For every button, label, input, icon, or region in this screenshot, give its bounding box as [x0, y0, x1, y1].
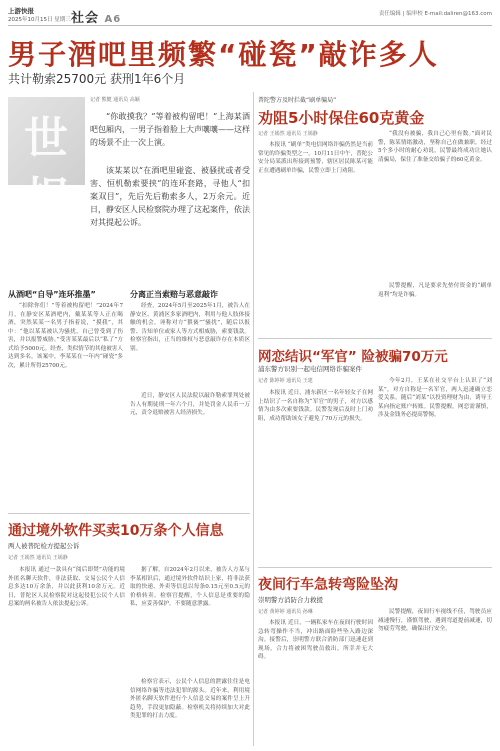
sub2-title: 分离正当索赔与恶意敲诈	[130, 290, 218, 299]
military-text1: 本报讯 近日，浦东新区一名年轻女子在网上结识了一名自称为“军官”的男子，对方以感情为由多次索要钱款。民警发现后及时上门劝阻，成功帮助该女子避免了70万元的损失。	[258, 390, 373, 422]
main-subheadline: 共计勒索25700元 获刑1年6个月	[8, 72, 186, 86]
app-article-subtitle: 两人被普陀检方提起公诉	[8, 542, 80, 550]
sub1-text: “扣除你们！”等着被构留吧！”2024年7月，在静安区某酒吧内，戴某某等人正在喝酒，突然某某一名男子指着说，“摸我”，其中：“他以某某被认为骚扰，自己曾受到了伤害，并以报警威胁。”受害某某最后以“私了”方式给予5000元。经查，类似情节的其他被害人达到多名。该案中，李某某在一年内“碰瓷”多次，累计所得25700元。	[8, 303, 123, 369]
main-byline: 记者 熊健 通讯员 高颖	[90, 97, 140, 103]
reward-text1: 本报讯 “刷单”类电信网络诈骗仍然是当前常见的诈骗类型之一。10月11日中午，普陀公安分局某派出所接到预警，辖区居民陈某可能正在遭遇刷单诈骗，民警立即上门劝阻。	[258, 142, 373, 174]
military-subtitle: 浦东警方识别一起电信网络诈骗案件	[258, 365, 362, 373]
app-article-title: 通过境外软件买卖10万条个人信息	[8, 523, 224, 539]
paper-name: 上游快报	[8, 7, 34, 15]
military-byline: 记者 陈婷婷 通讯员 王建	[258, 378, 313, 384]
night-subtitle: 崇明警方消防合力救援	[258, 596, 323, 604]
reward-kicker: 普陀警方及时拦截“刷单骗局”	[258, 97, 337, 104]
column-divider	[253, 92, 254, 746]
main-headline: 男子酒吧里频繁“碰瓷”敲诈多人	[8, 38, 439, 71]
sub1-title: 从酒吧“自导”连环推墨”	[8, 290, 96, 299]
divider	[258, 338, 492, 339]
section-name: 社会	[71, 11, 100, 26]
issue-date: 2025年10月15日 星期三	[8, 17, 71, 23]
reward-byline: 记者 王嫣然 通讯员 王嫣静	[258, 131, 318, 137]
app-article-text1: 本报讯 通过一款具有“阅后即焚”功能的境外匿名聊天软件，非法获取、交易公民个人信息多达10万余条，并以此获利10余万元。近日，普陀区人民检察院对这起侵犯公民个人信息案的两名被告人依法提起公诉。	[8, 567, 125, 607]
page-header	[8, 6, 492, 26]
reward-text2: “我没有被骗，我自己心里有数。”面对民警，陈某情绪激动，坚称自己在做兼职。经过5个多小时的耐心劝说，民警最终成功让她认清骗局，保住了准备交给骗子的60克黄金。	[378, 131, 492, 163]
app-article-byline: 记者 王嫣然 通讯员 王嫣静	[8, 555, 68, 561]
illustration-image: 世 相	[8, 97, 85, 185]
sub2-text: 经查，2024年5月至2025年1月，被告人在静安区、黄浦区多家酒吧内，利用与他人肢体接触的机会，诬称对方“猥亵”“骚扰”，随后以报警、告知单位或家人等方式相威胁，索要钱款。检察官指出，正当的维权与恶意敲诈存在本质区别。	[130, 303, 250, 352]
app-article-text2: 据了解，自2024年2月以来，被告人方某与李某相识后，通过境外软件结识上家，将非法获取的快递、外卖等信息以每条0.15元至0.5元的价格转卖。检察官提醒，个人信息是重要的隐私，应妥善保护，不要随意泄露。	[130, 567, 250, 607]
app-article-text3: 检察官表示，公民个人信息的泄露往往是电信网络诈骗等违法犯罪的源头。近年来，利用境外匿名聊天软件进行个人信息交易的案件呈上升趋势，手段更加隐蔽。检察机关将持续加大对此类犯罪的打击力度。	[130, 679, 250, 719]
main-quote-para2: 该某某以“在酒吧里碰瓷、被骚扰或者受害、恒机勒索要挟”的连环套路，寻他人“扣案双目”，先后先后勒索多人，2万余元。近日，静安区人民检察院办理了这起案件，依法对其提起公诉。	[90, 166, 250, 227]
main-quote-para1: “你敢摸我？”等着被构留吧！”上海某酒吧包厢内，一男子指着脸上大声嚷嚷——这样的场景不止一次上演。	[90, 112, 250, 147]
divider	[258, 567, 492, 568]
night-text1: 本报讯 近日，一辆私家车在夜间行驶时因急转弯操作不当，冲出路面险些坠入路边深沟。接警后，崇明警方联合消防部门迅速赶到现场，合力将被困驾驶员救出，所幸并无大碍。	[258, 620, 373, 660]
header-right-info: 责任编辑 | 编审校 E-mail:daliren@163.com	[378, 11, 492, 17]
section-title	[71, 7, 121, 26]
night-byline: 记者 黄婷婷 通讯员 孙琳	[258, 609, 313, 615]
military-title: 网恋结识“军官” 险被骗70万元	[258, 349, 448, 365]
military-text2: 今年2月，王某在社交平台上认识了“刘某”，对方自称是一名军官，两人迅速确立恋爱关系。随后“刘某”以投资理财为由，诱导王某向指定账户转账。民警提醒，网恋需谨慎，涉及金钱务必提高警惕。	[378, 378, 492, 418]
page-number: A6	[104, 14, 122, 25]
sub2-text2: 近日，静安区人民法院以敲诈勒索罪判处被告人有期徒刑一年六个月，并处罚金人民币一万元，责令退赔被害人经济损失。	[130, 393, 250, 416]
header-rule	[8, 25, 492, 26]
divider	[8, 513, 250, 514]
reward-text3: 民警提醒，凡是要求先垫付资金的“刷单返利”均是诈骗。	[378, 283, 492, 298]
reward-title: 劝阻5小时保住60克黄金	[258, 109, 425, 127]
night-text2: 民警提醒，夜间行车视线不佳，驾驶员应减速慢行，谨慎驾驶，遇到弯道提前减速，切勿疲劳驾驶，确保出行安全。	[378, 609, 492, 632]
night-title: 夜间行车急转弯险坠沟	[258, 577, 398, 593]
